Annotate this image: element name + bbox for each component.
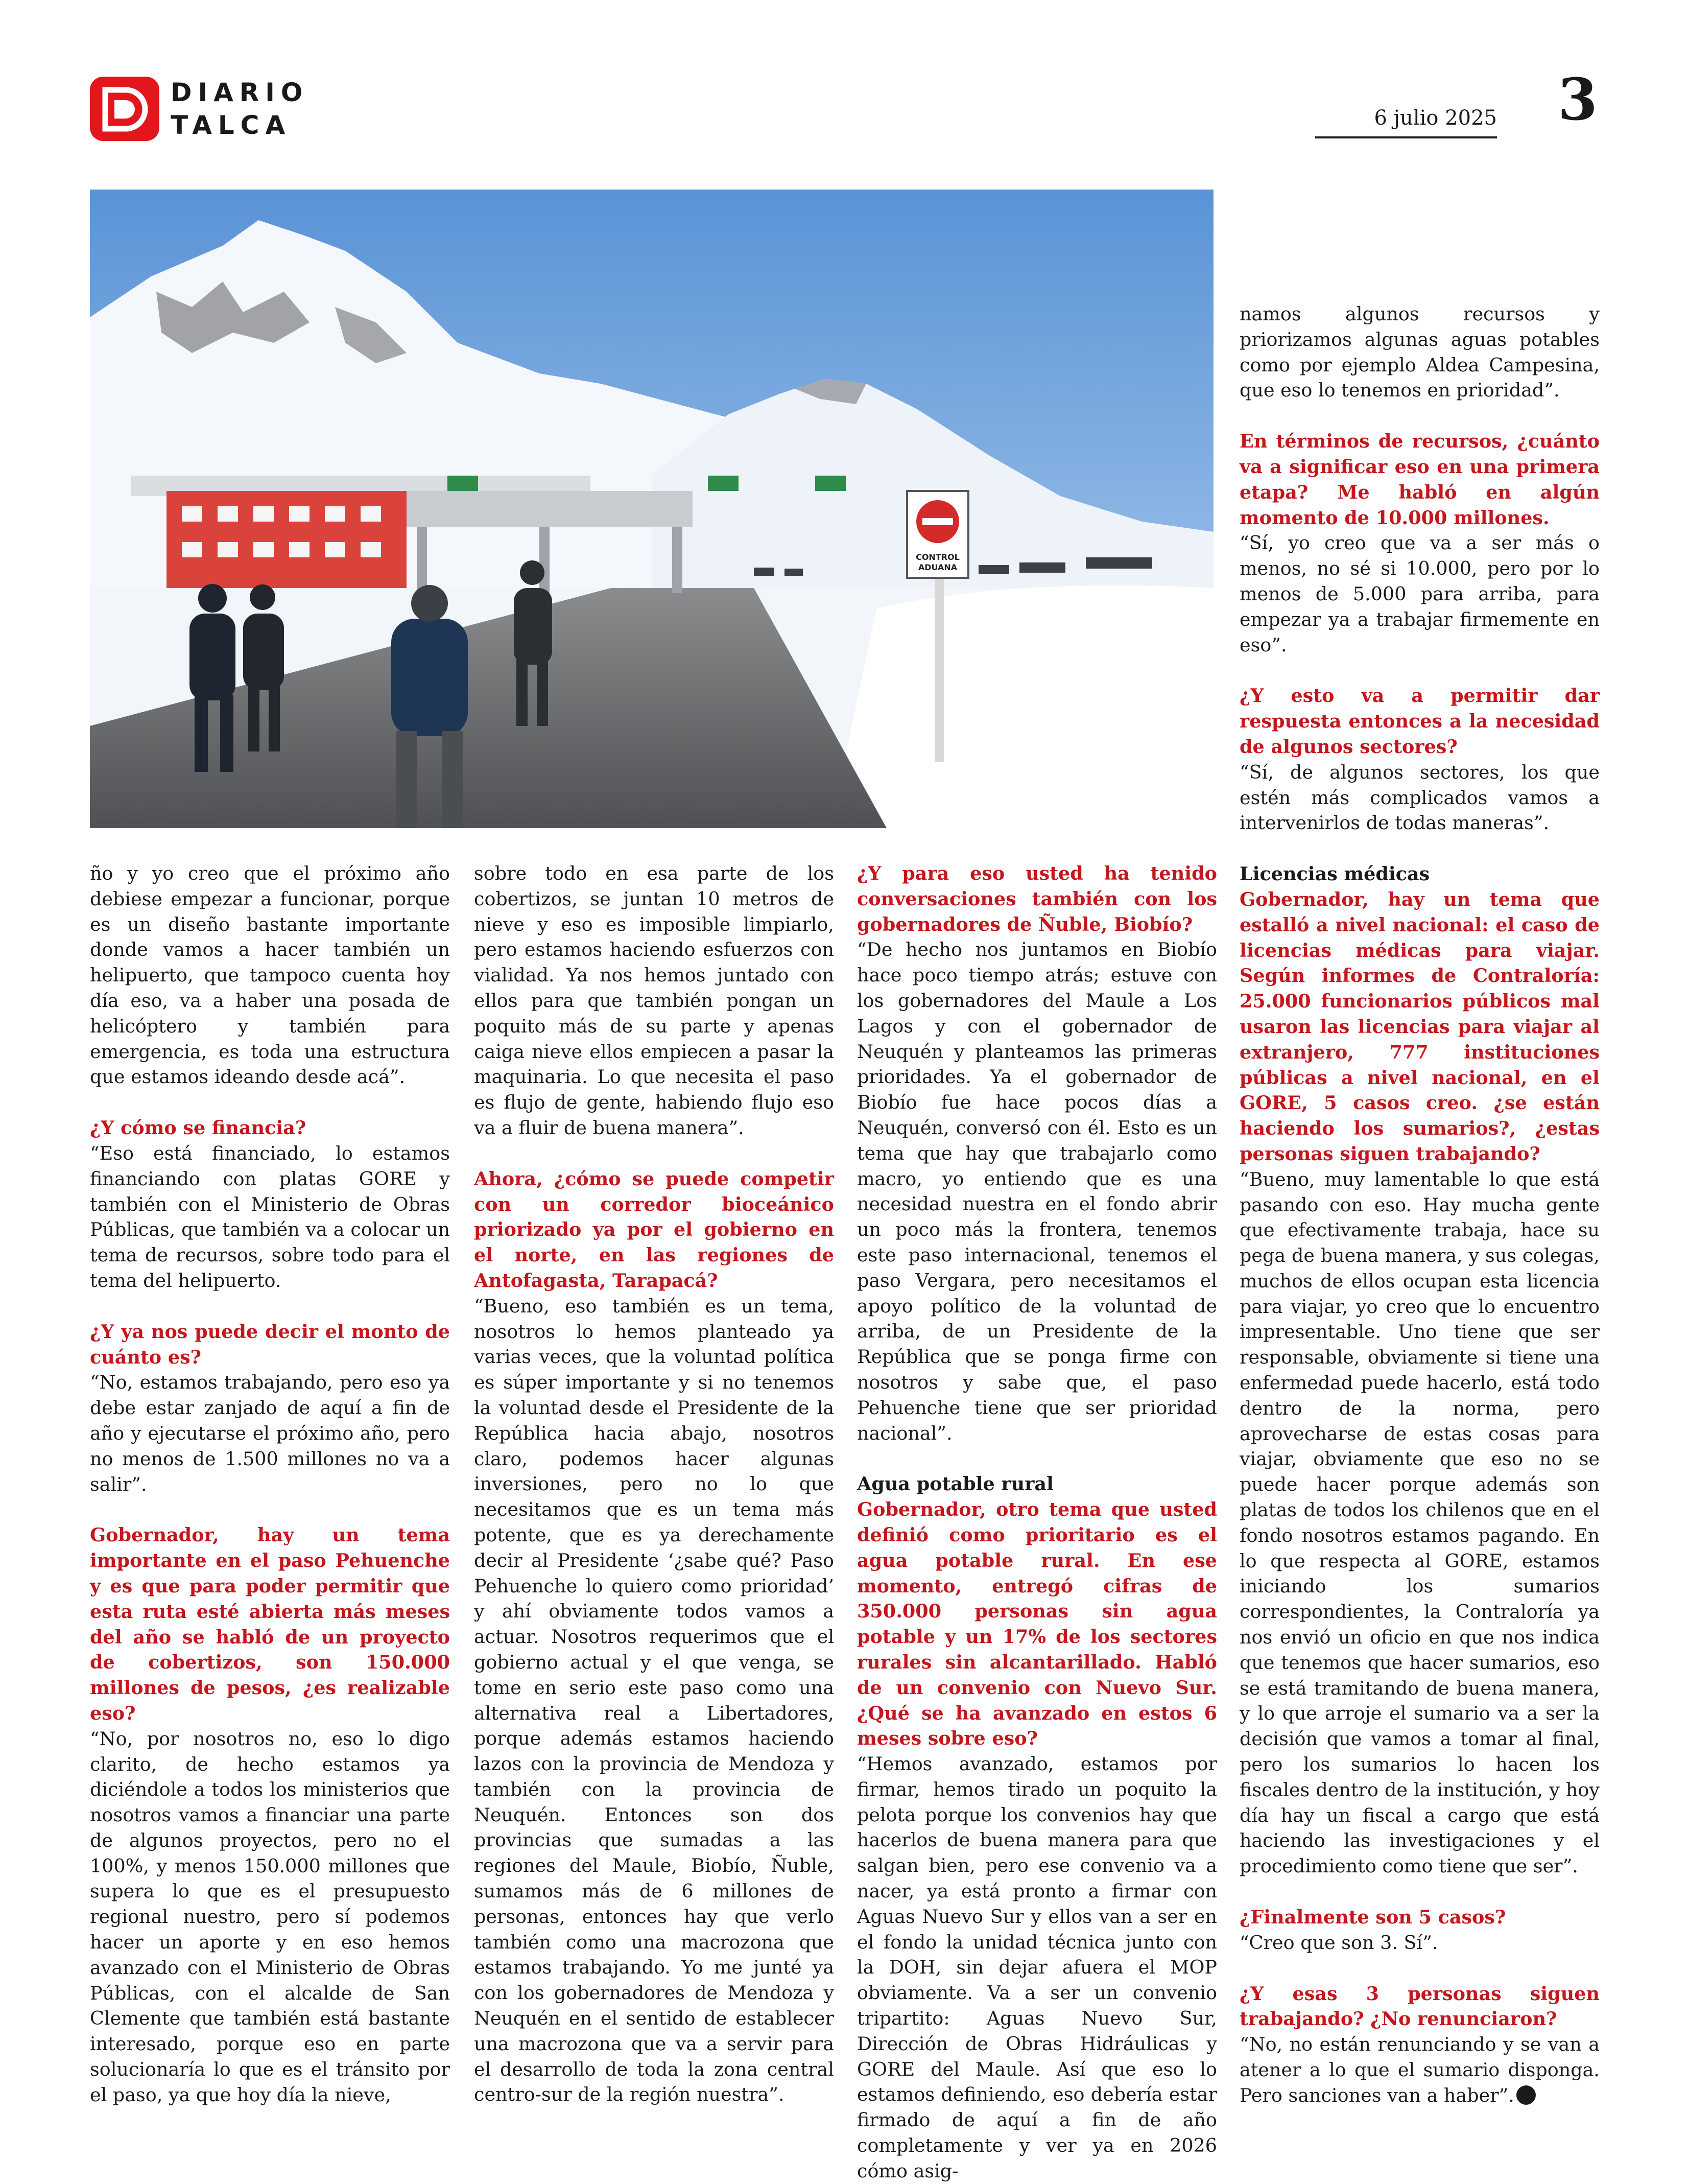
article-column-4	[1240, 301, 1600, 2108]
logo-d-icon	[90, 77, 159, 141]
interview-question: Gobernador, hay un tema importante en el paso Pehuenche y es que para poder permitir que esta ruta esté abierta más meses del año se habló de un proyecto de cobertizos, son 150.000 millones de pesos, ¿es realizable eso?	[90, 1524, 450, 1724]
article-column-1	[90, 861, 450, 2108]
interview-answer: “Eso está financiado, lo estamos financiando con platas GORE y también con el Ministerio de Obras Públicas, que también va a colocar un tema de recursos, sobre todo para el tema del helipuerto.	[90, 1142, 450, 1291]
interview-answer: “Bueno, eso también es un tema, nosotros lo hemos planteado ya varias veces, que la voluntad política es súper importante y si no tenemos la voluntad desde el Presidente de la República hacia abajo, nosotros claro, podemos hacer algunas inversiones, pero no lo que necesitamos que es un tema más potente, que es ya derechamente decir al Presidente ‘¿sabe qué? Paso Pehuenche lo quiero como prioridad’ y ahí obviamente todos vamos a actuar. Nosotros requerimos que el gobierno actual y el que venga, se tome en serio este paso como una alternativa real a Libertadores, porque además estamos haciendo lazos con la provincia de Mendoza y también con la provincia de Neuquén. Entonces son dos provincias que sumadas a las regiones del Maule, Biobío, Ñuble, sumamos más de 6 millones de personas, entonces hay que verlo también como una macrozona que estamos trabajando. Yo me junté ya con los gobernadores de Mendoza y Neuquén en el sentido de establecer una macrozona que va a servir para el desarrollo de toda la zona central centro-sur de la región nuestra”.	[474, 1295, 834, 2106]
paragraph: ño y yo creo que el próximo año debiese empezar a funcionar, porque es un diseño bastante importante donde vamos a hacer también un helipuerto, que tampoco cuenta hoy día eso, va a haber una posada de helicóptero y también para emergencia, es toda una estructura que estamos ideando desde acá”.	[90, 862, 450, 1088]
interview-answer: “De hecho nos juntamos en Biobío hace poco tiempo atrás; estuve con los gobernadores del Maule a Los Lagos y con el gobernador de Neuquén y planteamos las primeras prioridades. Ya el gobernador de Biobío fue hace pocos días a Neuquén, conversó con él. Esto es un tema que hay que trabajarlo como macro, yo entiendo que es una necesidad nuestra en el fondo abrir un poco más la frontera, tenemos este paso internacional, tenemos el paso Vergara, pero necesitamos el apoyo político de la voluntad de arriba, de un Presidente de la República que se ponga firme con nosotros y sabe que, el paso Pehuenche tiene que ser prioridad nacional”.	[857, 938, 1217, 1444]
sign-post	[935, 568, 944, 762]
section-heading: Licencias médicas	[1240, 863, 1430, 885]
interview-question: Gobernador, hay un tema que estalló a nivel nacional: el caso de licencias médicas para viajar. Según informes de Contraloría: 25.000 funcionarios públicos mal usaron las licencias para viajar al extranjero, 777 instituciones públicas a nivel nacional, en el GORE, 5 casos creo. ¿se están haciendo los sumarios?, ¿estas personas siguen trabajando?	[1240, 888, 1600, 1165]
interview-question: ¿Finalmente son 5 casos?	[1240, 1906, 1506, 1929]
border-crossing-illustration	[90, 190, 1214, 828]
interview-answer: “No, por nosotros no, eso lo digo clarito, de hecho estamos ya diciéndole a todos los ministerios que nosotros vamos a financiar una parte de algunos proyectos, pero no el 100%, y menos 150.000 millones que supera lo que es el presupuesto regional nuestro, pero sí podemos hacer un aporte y en eso hemos avanzado con el Ministerio de Obras Públicas, con el alcalde de San Clemente que también está bastante interesado, porque eso en parte solucionaría lo que es el tránsito por el paso, ya que hoy día la nieve,	[90, 1727, 450, 2106]
logo-line-1: DIARIO	[171, 78, 309, 107]
date-underline	[1315, 136, 1497, 138]
interview-question: ¿Y cómo se financia?	[90, 1117, 306, 1139]
interview-answer: “Bueno, muy lamentable lo que está pasando con eso. Hay mucha gente que efectivamente trabaja, hace su pega de buena manera, y sus colegas, muchos de ellos ocupan esta licencia para viajar, yo creo que lo encuentro impresentable. Uno tiene que ser responsable, obviamente si tiene una enfermedad puede hacerlo, está todo dentro de la norma, pero aprovecharse de estas cosas para viajar, obviamente que eso no se puede hacer porque además son platas de todos los chilenos que en el fondo nosotros estamos pagando. En lo que respecta al GORE, estamos iniciando los sumarios correspondientes, la Contraloría ya nos envió un oficio en que nos indica que tenemos que hacer sumarios, eso se está tramitando de buena manera, y lo que arroje el sumario va a ser la decisión que vamos a tomar al final, pero los sumarios lo hacen los fiscales dentro de la institución, y hoy día hay un fiscal a cargo que está haciendo las investigaciones y el procedimiento como tiene que ser”.	[1240, 1168, 1600, 1877]
diario-talca-logo	[90, 77, 308, 141]
interview-question: ¿Y ya nos puede decir el monto de cuánto es?	[90, 1320, 450, 1368]
interview-question: En términos de recursos, ¿cuánto va a significar eso en una primera etapa? Me habló en algún momento de 10.000 millones.	[1240, 430, 1600, 529]
interview-answer: “Hemos avanzado, estamos por firmar, hemos tirado un poquito la pelota porque los convenios hay que hacerlos de buena manera para que salgan bien, pero ese convenio va a nacer, ya está pronto a firmar con Aguas Nuevo Sur y ellos van a ser en el fondo la unidad técnica junto con la DOH, sin dejar afuera el MOP obviamente. Va a ser un convenio tripartito: Aguas Nuevo Sur, Dirección de Obras Hidráulicas y GORE del Maule. Así que eso lo estamos definiendo, eso debería estar firmado de aquí a fin de año completamente y ver ya en 2026 cómo asig-	[857, 1753, 1217, 2182]
logo-line-2: TALCA	[171, 110, 292, 140]
interview-question: ¿Y esas 3 personas siguen trabajando? ¿No renunciaron?	[1240, 1982, 1600, 2030]
interview-question: Ahora, ¿cómo se puede competir con un corredor bioceánico priorizado ya por el gobierno en el norte, en las regiones de Antofagasta, Tarapacá?	[474, 1167, 834, 1291]
interview-question: Gobernador, otro tema que usted definió como prioritario es el agua potable rural. En ese momento, entregó cifras de 350.000 personas sin agua potable y un 17% de los sectores rurales sin alcantarillado. Habló de un convenio con Nuevo Sur. ¿Qué se ha avanzado en estos 6 meses sobre eso?	[857, 1498, 1217, 1750]
interview-question: ¿Y para eso usted ha tenido conversaciones también con los gobernadores de Ñuble, Biobío?	[857, 862, 1217, 935]
page-number: 3	[1558, 66, 1598, 133]
paragraph: namos algunos recursos y priorizamos algunas aguas potables como por ejemplo Aldea Campesina, que eso lo tenemos en prioridad”.	[1240, 303, 1600, 402]
issue-date: 6 julio 2025	[1374, 106, 1497, 130]
red-customs-building	[166, 491, 407, 588]
interview-answer: “Creo que son 3. Sí”.	[1240, 1931, 1438, 1954]
sign-text-control: CONTROL	[916, 552, 960, 562]
paragraph: sobre todo en esa parte de los cobertizos, se juntan 10 metros de nieve y eso es imposible limpiarlo, pero estamos haciendo esfuerzos con vialidad. Ya nos hemos juntado con ellos para que también pongan un poquito más de su parte y apenas caiga nieve ellos empiecen a pasar la maquinaria. Lo que necesita el paso es flujo de gente, habiendo flujo eso va a fluir de buena manera”.	[474, 862, 834, 1139]
interview-answer: “Sí, yo creo que va a ser más o menos, no sé si 10.000, pero por lo menos de 5.000 para arriba, para empezar ya a trabajar firmemente en eso”.	[1240, 532, 1600, 656]
interview-answer: “No, estamos trabajando, pero eso ya debe estar zanjado de aquí a fin de año y ejecutarse el próximo año, pero no menos de 1.500 millones no va a salir”.	[90, 1371, 450, 1495]
interview-answer-final	[1240, 2032, 1600, 2108]
article-column-3	[857, 861, 1217, 2184]
section-heading: Agua potable rural	[857, 1473, 1054, 1495]
border-crossing-photo	[90, 190, 1214, 828]
interview-question: ¿Y esto va a permitir dar respuesta entonces a la necesidad de algunos sectores?	[1240, 685, 1600, 758]
final-answer-text: “No, no están renunciando y se van a atener a lo que el sumario disponga. Pero sanciones van a haber”.	[1240, 2033, 1600, 2106]
interview-answer: “Sí, de algunos sectores, los que estén más complicados vamos a intervenirlos de todas maneras”.	[1240, 761, 1600, 834]
end-mark-icon	[1516, 2085, 1536, 2105]
article-column-2	[474, 861, 834, 2107]
sign-text-aduana: ADUANA	[918, 562, 958, 572]
logo-wordmark	[171, 80, 308, 138]
